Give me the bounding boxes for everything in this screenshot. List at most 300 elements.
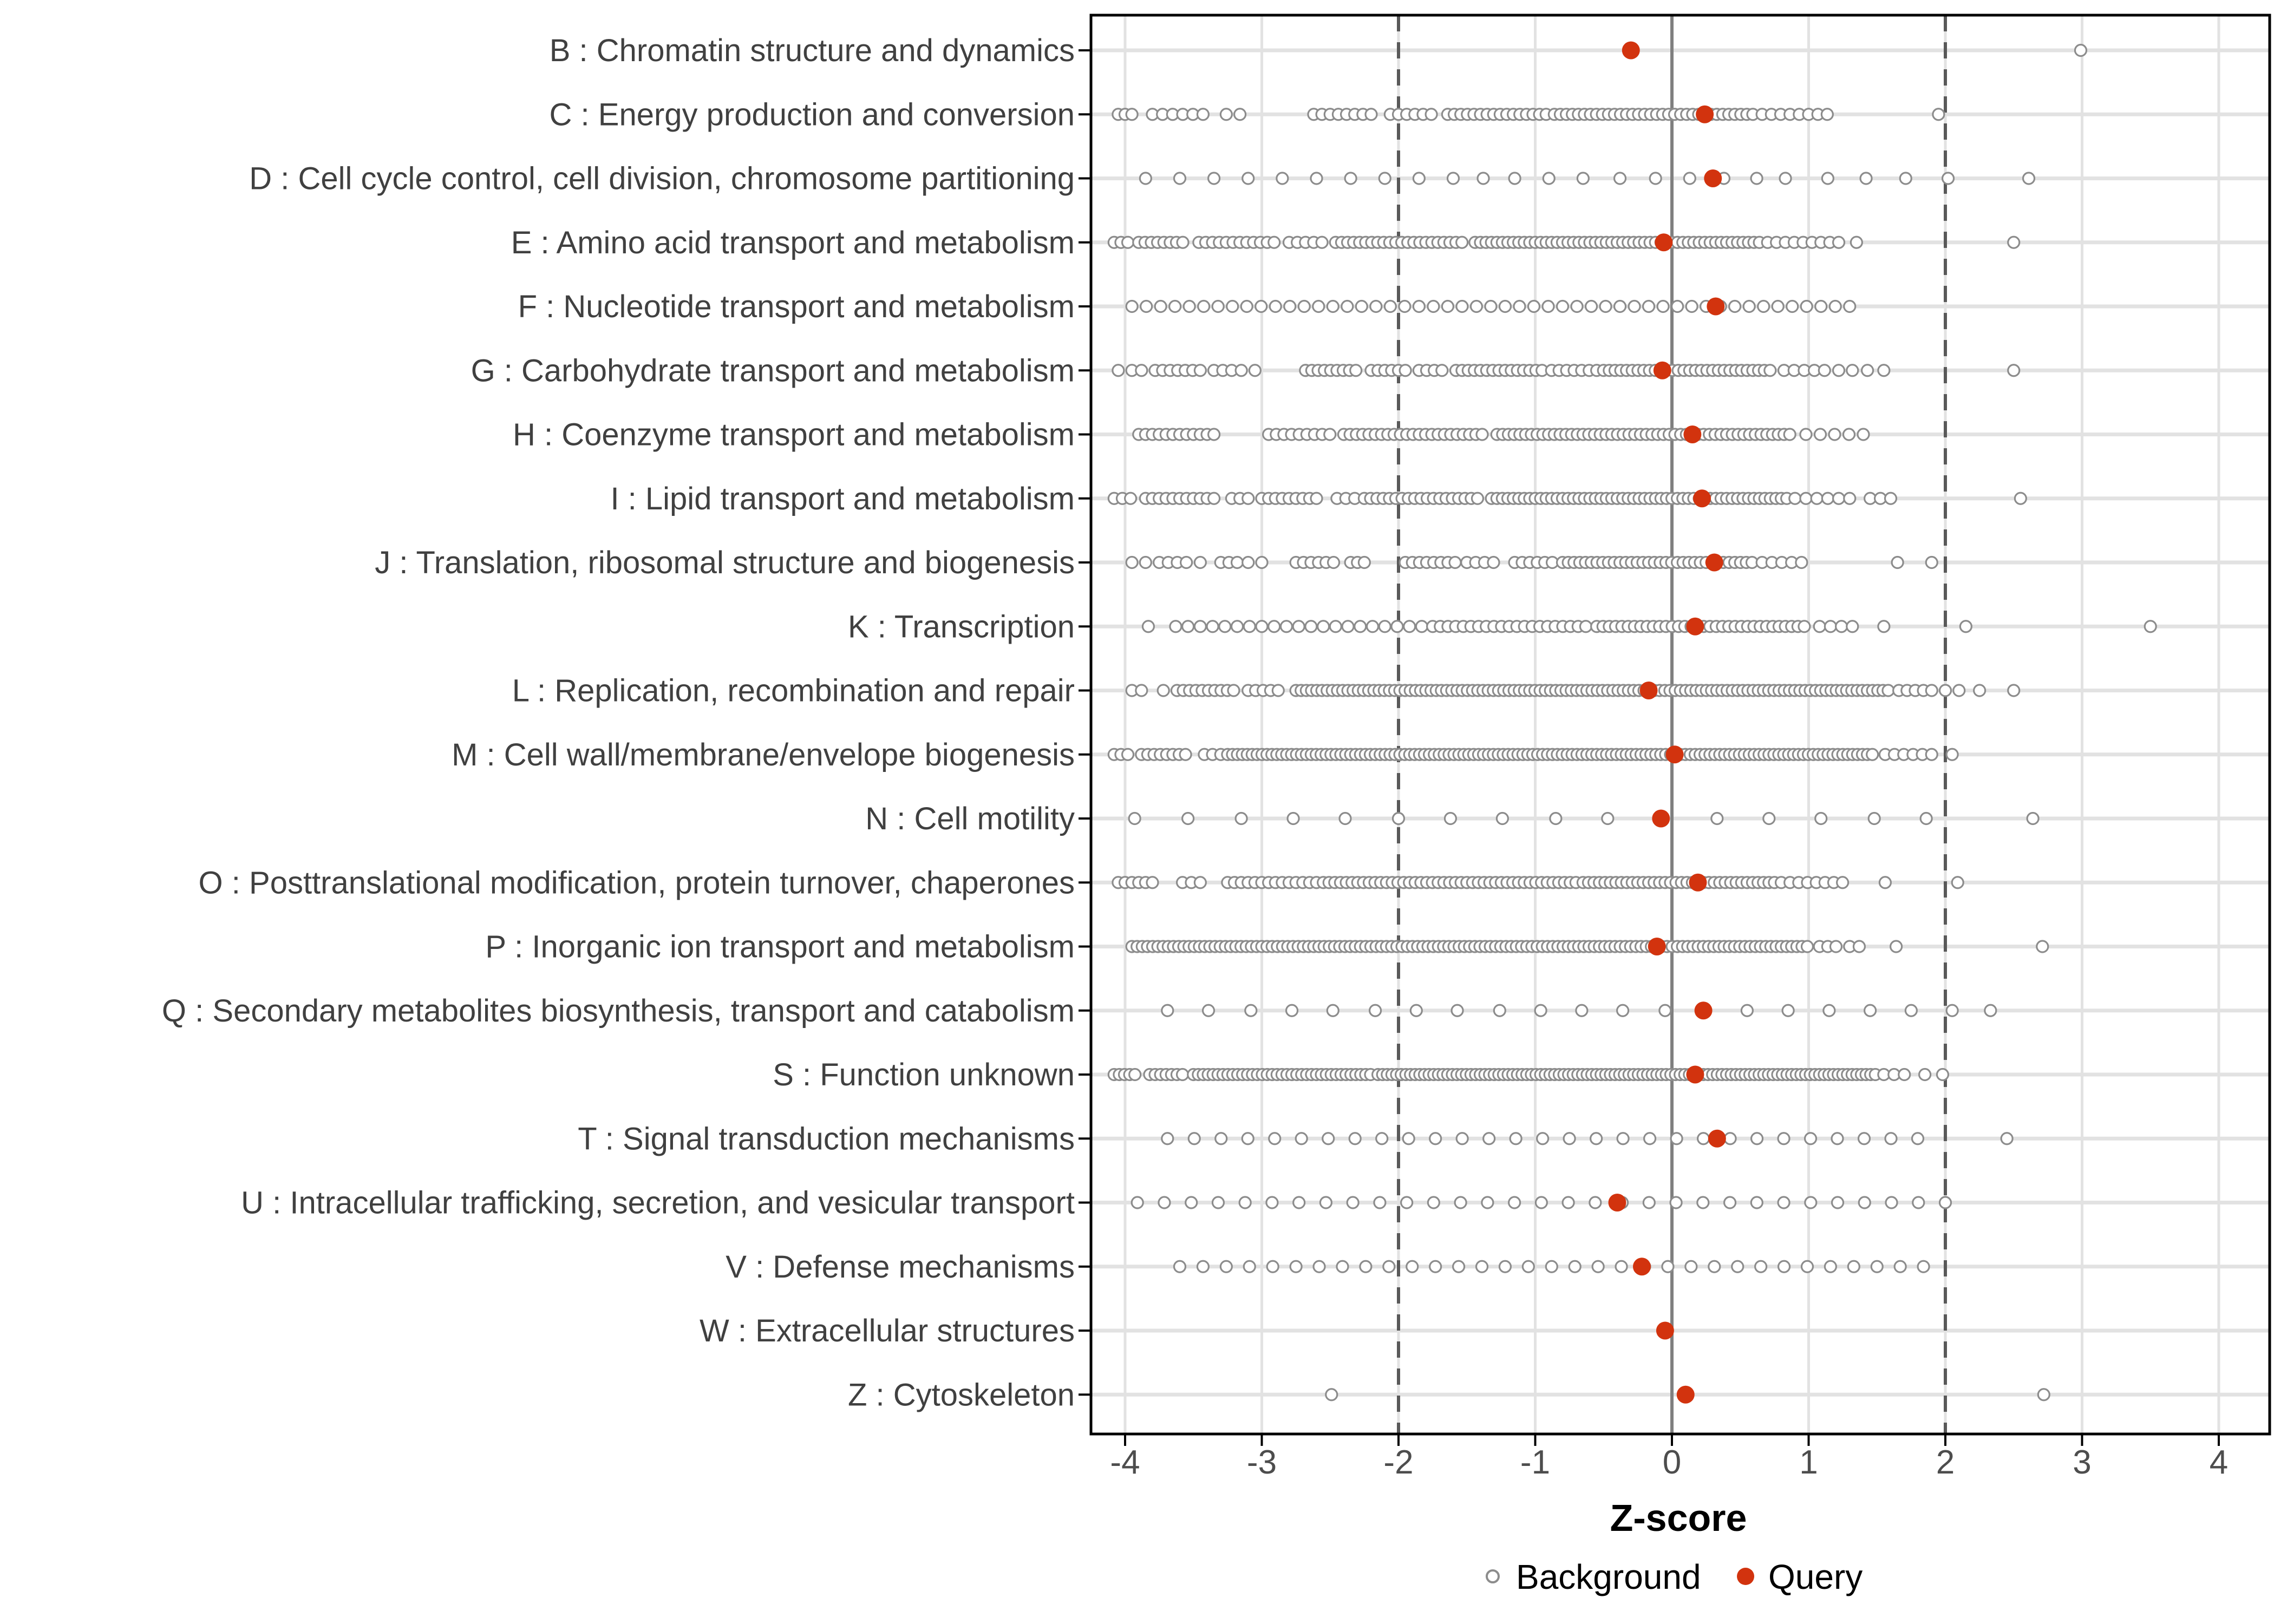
background-point: [1452, 1005, 1463, 1016]
query-point: [1656, 1322, 1674, 1340]
background-point: [1814, 429, 1826, 440]
background-point: [2038, 1389, 2049, 1400]
background-point: [1326, 1389, 1337, 1400]
background-point: [1243, 493, 1254, 504]
background-point: [1244, 621, 1255, 632]
background-point: [1729, 301, 1741, 312]
query-point: [1655, 233, 1672, 251]
background-point: [1212, 301, 1224, 312]
query-point: [1633, 1258, 1651, 1275]
background-point: [1327, 301, 1338, 312]
background-point: [1243, 173, 1254, 184]
background-point: [1142, 621, 1154, 632]
background-point: [1242, 1133, 1253, 1144]
background-point: [1940, 685, 1951, 696]
background-point: [1208, 429, 1220, 440]
background-point: [1535, 1005, 1546, 1016]
background-point: [1985, 1005, 1996, 1016]
background-point: [1865, 1005, 1876, 1016]
background-point: [1155, 301, 1166, 312]
background-point: [1847, 621, 1858, 632]
background-point: [1428, 1197, 1439, 1208]
background-point: [1298, 301, 1310, 312]
background-point: [1370, 301, 1382, 312]
background-point: [1232, 621, 1243, 632]
background-point: [1829, 301, 1841, 312]
category-label: K : Transcription: [847, 609, 1075, 645]
background-point: [1617, 1133, 1629, 1144]
background-point: [2023, 173, 2035, 184]
background-point: [1576, 1005, 1587, 1016]
query-point: [1666, 745, 1684, 763]
background-point: [1410, 1005, 1422, 1016]
category-label: L : Replication, recombination and repair: [512, 673, 1075, 709]
background-point: [1822, 493, 1833, 504]
background-point: [1478, 173, 1489, 184]
category-label: M : Cell wall/membrane/envelope biogenesis: [452, 737, 1075, 772]
background-point: [1203, 1005, 1214, 1016]
background-point: [1577, 173, 1589, 184]
background-point: [2008, 365, 2020, 376]
category-label: U : Intracellular trafficking, secretion, and vesicular transport: [241, 1185, 1075, 1221]
background-point: [1330, 621, 1341, 632]
legend: [1487, 1557, 1863, 1596]
background-point: [1879, 877, 1891, 888]
query-point: [1704, 169, 1722, 187]
background-point: [1586, 301, 1597, 312]
background-point: [1499, 1261, 1511, 1272]
background-point: [1141, 301, 1152, 312]
background-point: [1926, 749, 1937, 760]
x-tick-label: 3: [2073, 1444, 2092, 1481]
background-point: [1868, 813, 1880, 824]
background-point: [1162, 1133, 1173, 1144]
background-point: [1905, 1005, 1917, 1016]
background-point: [1571, 301, 1583, 312]
y-axis-labels: [162, 33, 1091, 1412]
background-point: [1580, 621, 1591, 632]
background-point: [1122, 749, 1134, 760]
background-point: [1867, 749, 1878, 760]
background-point: [2027, 813, 2038, 824]
background-point: [1591, 1133, 1602, 1144]
background-point: [1821, 109, 1833, 120]
background-point: [1832, 1197, 1844, 1208]
background-point: [1784, 429, 1795, 440]
category-label: S : Function unknown: [773, 1057, 1075, 1092]
background-point: [1442, 301, 1453, 312]
background-point: [1763, 813, 1775, 824]
x-tick-label: -3: [1246, 1444, 1277, 1481]
background-point: [2008, 685, 2020, 696]
background-point: [2037, 941, 2048, 952]
background-point: [1912, 1133, 1923, 1144]
background-point: [2001, 1133, 2012, 1144]
background-point: [1471, 301, 1482, 312]
background-point: [1391, 621, 1403, 632]
background-point: [1256, 301, 1267, 312]
background-point: [1800, 429, 1812, 440]
background-point: [1643, 1197, 1655, 1208]
background-point: [1833, 493, 1845, 504]
background-point: [1472, 493, 1483, 504]
background-point: [1509, 1197, 1520, 1208]
background-point: [1158, 685, 1169, 696]
background-point: [1943, 173, 1954, 184]
background-point: [1239, 1197, 1251, 1208]
background-point: [1546, 1261, 1557, 1272]
background-point: [1379, 621, 1390, 632]
background-point: [1778, 1133, 1789, 1144]
category-label: Z : Cytoskeleton: [847, 1377, 1075, 1413]
background-point: [1174, 173, 1186, 184]
background-point: [1256, 557, 1267, 568]
background-point: [1269, 1133, 1280, 1144]
background-point: [1751, 173, 1762, 184]
background-point: [1543, 173, 1554, 184]
background-point: [1374, 1197, 1386, 1208]
background-point: [1358, 557, 1370, 568]
background-point: [1245, 1005, 1257, 1016]
background-point: [1236, 365, 1247, 376]
background-point: [1789, 493, 1801, 504]
background-point: [1324, 429, 1336, 440]
background-point: [1659, 1005, 1671, 1016]
background-point: [1778, 1197, 1789, 1208]
background-point: [1878, 365, 1890, 376]
background-point: [1811, 493, 1822, 504]
background-point: [1244, 1261, 1255, 1272]
background-point: [1557, 301, 1569, 312]
background-point: [1288, 813, 1299, 824]
background-point: [1919, 1069, 1931, 1081]
category-label: E : Amino acid transport and metabolism: [511, 225, 1075, 260]
background-point: [1132, 1197, 1143, 1208]
background-point: [1286, 1005, 1298, 1016]
background-point: [1590, 1197, 1601, 1208]
background-point: [1448, 173, 1459, 184]
background-point: [1900, 173, 1911, 184]
background-point: [1815, 301, 1827, 312]
background-point: [1662, 1261, 1674, 1272]
background-point: [1376, 1133, 1388, 1144]
x-tick-label: 0: [1662, 1444, 1682, 1481]
background-point: [1360, 1261, 1371, 1272]
background-point: [1430, 1133, 1441, 1144]
background-point: [1129, 1069, 1141, 1081]
background-point: [1314, 1261, 1325, 1272]
background-point: [1293, 621, 1304, 632]
background-point: [1698, 1133, 1709, 1144]
background-point: [1267, 1261, 1278, 1272]
background-point: [1407, 1261, 1418, 1272]
background-point: [1207, 621, 1218, 632]
background-point: [1208, 493, 1220, 504]
background-point: [1787, 301, 1798, 312]
background-point: [1194, 877, 1206, 888]
background-point: [1136, 685, 1147, 696]
background-point: [1184, 301, 1195, 312]
background-point: [1347, 1197, 1358, 1208]
background-point: [1404, 621, 1415, 632]
background-point: [1126, 301, 1138, 312]
background-point: [1162, 1005, 1173, 1016]
background-point: [1779, 1261, 1790, 1272]
background-point: [1399, 301, 1410, 312]
background-point: [1367, 621, 1378, 632]
category-label: V : Defense mechanisms: [726, 1249, 1075, 1285]
background-point: [1755, 1261, 1767, 1272]
background-point: [1313, 301, 1324, 312]
background-point: [1186, 1197, 1197, 1208]
background-point: [1384, 301, 1396, 312]
reference-lines: [1399, 15, 1945, 1434]
background-point: [1724, 1133, 1736, 1144]
background-point: [1885, 493, 1897, 504]
background-point: [1476, 1261, 1488, 1272]
background-point: [1227, 301, 1238, 312]
category-label: D : Cell cycle control, cell division, chromosome partitioning: [249, 161, 1075, 197]
background-point: [1752, 1133, 1763, 1144]
background-point: [2075, 45, 2086, 56]
query-point: [1677, 1386, 1695, 1404]
background-point: [1836, 621, 1847, 632]
background-point: [1509, 173, 1520, 184]
background-point: [1801, 941, 1813, 952]
background-point: [1686, 301, 1697, 312]
background-point: [1650, 173, 1661, 184]
background-point: [1833, 237, 1845, 248]
background-point: [1445, 813, 1456, 824]
query-point: [1706, 554, 1723, 572]
background-point: [1800, 493, 1812, 504]
background-point: [1644, 1133, 1656, 1144]
background-point: [1337, 1261, 1348, 1272]
background-point: [1140, 173, 1151, 184]
background-point: [1510, 1133, 1521, 1144]
background-point: [1824, 1005, 1835, 1016]
category-label: O : Posttranslational modification, protein turnover, chaperones: [198, 865, 1075, 901]
background-point: [1743, 301, 1755, 312]
background-point: [1488, 557, 1499, 568]
background-point: [1711, 813, 1723, 824]
background-point: [1860, 173, 1872, 184]
background-point: [1643, 301, 1655, 312]
background-point: [1208, 173, 1220, 184]
background-point: [1831, 941, 1842, 952]
background-point: [1847, 365, 1858, 376]
background-point: [1953, 685, 1965, 696]
background-point: [1528, 301, 1539, 312]
x-tick-label: 2: [1936, 1444, 1955, 1481]
background-point: [1456, 237, 1468, 248]
background-point: [1844, 301, 1855, 312]
category-label: P : Inorganic ion transport and metabolism: [485, 929, 1075, 965]
background-point: [1270, 301, 1281, 312]
background-point: [1871, 1261, 1883, 1272]
background-point: [1833, 365, 1845, 376]
background-point: [1829, 429, 1840, 440]
query-point: [1708, 1130, 1726, 1148]
background-point: [1449, 557, 1461, 568]
background-point: [1277, 173, 1288, 184]
background-point: [1592, 1261, 1604, 1272]
background-point: [1485, 301, 1497, 312]
background-point: [1926, 557, 1937, 568]
background-point: [1436, 365, 1448, 376]
background-point: [1885, 1133, 1897, 1144]
background-point: [1349, 1133, 1361, 1144]
background-point: [1147, 877, 1158, 888]
query-point: [1654, 362, 1671, 379]
background-point: [1174, 1261, 1186, 1272]
background-point: [1212, 1197, 1224, 1208]
background-point: [1615, 301, 1626, 312]
query-point: [1686, 1066, 1704, 1084]
background-point: [1732, 1261, 1743, 1272]
background-point: [1243, 557, 1254, 568]
background-point: [1522, 1261, 1534, 1272]
x-axis-title: Z-score: [1610, 1497, 1747, 1539]
background-point: [1616, 1261, 1627, 1272]
query-point: [1652, 810, 1670, 828]
background-point: [1853, 941, 1865, 952]
background-point: [1848, 1261, 1859, 1272]
background-point: [1497, 813, 1508, 824]
background-point: [1952, 877, 1963, 888]
background-point: [1197, 109, 1208, 120]
background-point: [2008, 237, 2020, 248]
background-point: [1899, 1069, 1910, 1081]
background-point: [1724, 1197, 1736, 1208]
background-point: [1194, 557, 1206, 568]
category-label: G : Carbohydrate transport and metabolism: [471, 353, 1075, 389]
background-point: [1328, 557, 1339, 568]
background-point: [1814, 621, 1825, 632]
background-point: [1801, 1261, 1813, 1272]
category-label: Q : Secondary metabolites biosynthesis, transport and catabolism: [161, 993, 1075, 1029]
background-point: [1862, 365, 1873, 376]
background-point: [1428, 301, 1439, 312]
background-point: [1960, 621, 1971, 632]
query-point: [1707, 298, 1724, 316]
background-point: [1194, 621, 1206, 632]
background-point: [1413, 173, 1424, 184]
background-point: [1188, 1133, 1200, 1144]
background-point: [1182, 621, 1194, 632]
background-point: [1125, 493, 1136, 504]
x-tick-label: -2: [1383, 1444, 1414, 1481]
legend-background-label: Background: [1516, 1557, 1701, 1596]
category-label: H : Coenzyme transport and metabolism: [513, 417, 1075, 453]
background-point: [1615, 173, 1626, 184]
background-point: [1484, 1133, 1495, 1144]
background-point: [1837, 877, 1848, 888]
background-point: [1216, 1133, 1227, 1144]
background-point: [1355, 621, 1366, 632]
background-point: [1456, 1133, 1468, 1144]
background-point: [1758, 301, 1769, 312]
background-point: [1169, 301, 1181, 312]
background-point: [1194, 365, 1206, 376]
background-point: [1284, 301, 1296, 312]
background-point: [1671, 1133, 1682, 1144]
background-point: [1937, 1069, 1948, 1081]
background-point: [1269, 621, 1280, 632]
background-point: [1780, 173, 1791, 184]
background-point: [1293, 1197, 1305, 1208]
background-point: [1342, 301, 1353, 312]
panel-border: [1091, 15, 2270, 1434]
background-point: [1796, 557, 1807, 568]
background-point: [1198, 301, 1210, 312]
background-point: [1600, 301, 1611, 312]
background-point: [1672, 301, 1683, 312]
background-point: [1269, 237, 1280, 248]
background-point: [1113, 365, 1124, 376]
background-point: [1920, 813, 1932, 824]
legend-query-label: Query: [1768, 1557, 1863, 1596]
query-point: [1640, 682, 1658, 699]
background-point: [1249, 365, 1260, 376]
background-point: [1126, 557, 1138, 568]
background-point: [1832, 1133, 1843, 1144]
x-tick-label: 1: [1799, 1444, 1818, 1481]
query-point: [1695, 1001, 1713, 1019]
x-axis-ticks: [1110, 1434, 2228, 1481]
background-point: [1514, 301, 1525, 312]
category-label: F : Nucleotide transport and metabolism: [518, 289, 1075, 324]
background-point: [1815, 813, 1827, 824]
background-point: [1476, 429, 1488, 440]
background-point: [1456, 301, 1468, 312]
background-point: [1751, 1197, 1762, 1208]
query-point: [1689, 874, 1707, 892]
background-point: [1416, 621, 1427, 632]
background-point: [1426, 109, 1437, 120]
background-point: [1564, 1133, 1575, 1144]
background-point: [1602, 813, 1613, 824]
background-point: [1228, 685, 1239, 696]
background-point: [1859, 1133, 1870, 1144]
query-point: [1683, 425, 1701, 443]
background-point: [1403, 1133, 1414, 1144]
background-point: [1772, 301, 1783, 312]
background-point: [1296, 1133, 1307, 1144]
data-points: [1108, 42, 2156, 1404]
background-point: [1311, 493, 1322, 504]
category-label: W : Extracellular structures: [700, 1313, 1075, 1348]
category-label: B : Chromatin structure and dynamics: [549, 33, 1075, 68]
background-point: [1974, 685, 1985, 696]
legend-background-marker-icon: [1487, 1570, 1499, 1582]
background-point: [1946, 1005, 1958, 1016]
background-point: [1219, 621, 1231, 632]
background-point: [1933, 109, 1944, 120]
background-point: [1843, 429, 1854, 440]
background-point: [1859, 1197, 1870, 1208]
background-point: [1629, 301, 1640, 312]
background-point: [1801, 301, 1812, 312]
background-point: [1453, 1261, 1465, 1272]
background-point: [1129, 813, 1140, 824]
background-point: [1940, 1197, 1951, 1208]
background-point: [1383, 1261, 1395, 1272]
background-point: [1170, 621, 1181, 632]
background-point: [1858, 429, 1869, 440]
background-point: [1272, 685, 1284, 696]
query-point: [1609, 1194, 1626, 1212]
